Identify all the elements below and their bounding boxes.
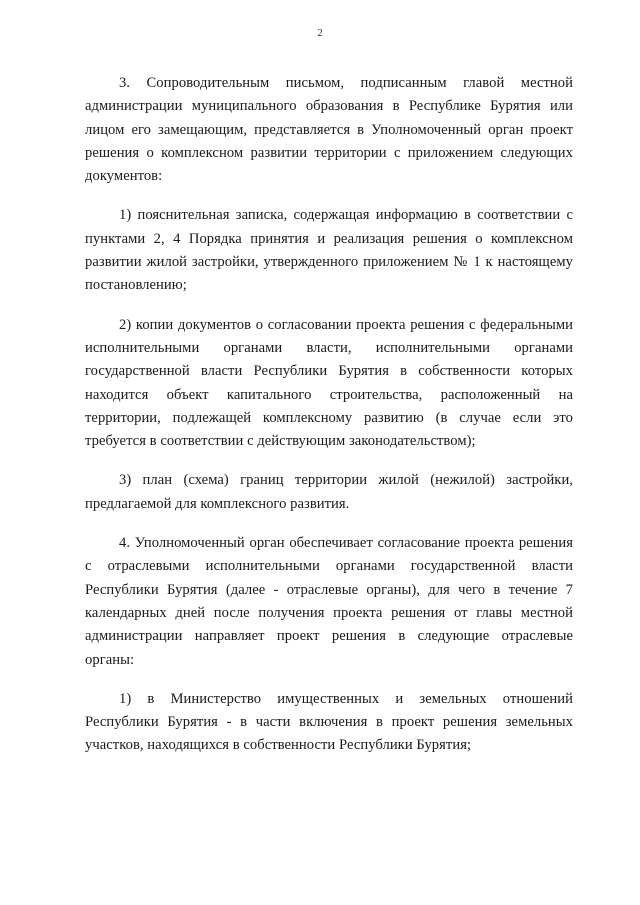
paragraph-boundary-plan: 3) план (схема) границ территории жилой (нежилой) застройки, предлагаемой для комплексного развития. — [85, 472, 573, 512]
paragraph-3-cover-letter: 3. Сопроводительным письмом, подписанным главой местной администрации муниципального образования в Республике Бурятия или лицом его замещающим, представляется в Уполномоченный орган проект решения о комплексном развитии территории с приложением следующих документов: — [85, 75, 573, 185]
paragraph-explanatory-note: 1) пояснительная записка, содержащая информацию в соответствии с пунктами 2, 4 Порядка принятия и реализация решения о комплексном развитии жилой застройки, утвержденного приложением № 1 к настоящему постановлению; — [85, 207, 573, 294]
document-body — [85, 72, 573, 774]
paragraph-4-approval-process: 4. Уполномоченный орган обеспечивает согласование проекта решения с отраслевыми исполнительными органами государственной власти Республики Бурятия (далее - отраслевые органы), для чего в течение 7 календарных дней после получения проекта решения от главы местной администрации направляет проект решения в следующие отраслевые органы: — [85, 535, 573, 668]
paragraph-ministry-property: 1) в Министерство имущественных и земельных отношений Республики Бурятия - в части включения в проект решения земельных участков, находящихся в собственности Республики Бурятия; — [85, 690, 573, 754]
paragraph-approval-copies: 2) копии документов о согласовании проекта решения с федеральными исполнительными органами власти, исполнительными органами государственной власти Республики Бурятия в собственности которых находится объект капитального строительства, расположенный на территории, подлежащей комплексному развитию (в случае если это требуется в соответствии с действующим законодательством); — [85, 316, 573, 450]
page-number: 2 — [317, 27, 323, 39]
